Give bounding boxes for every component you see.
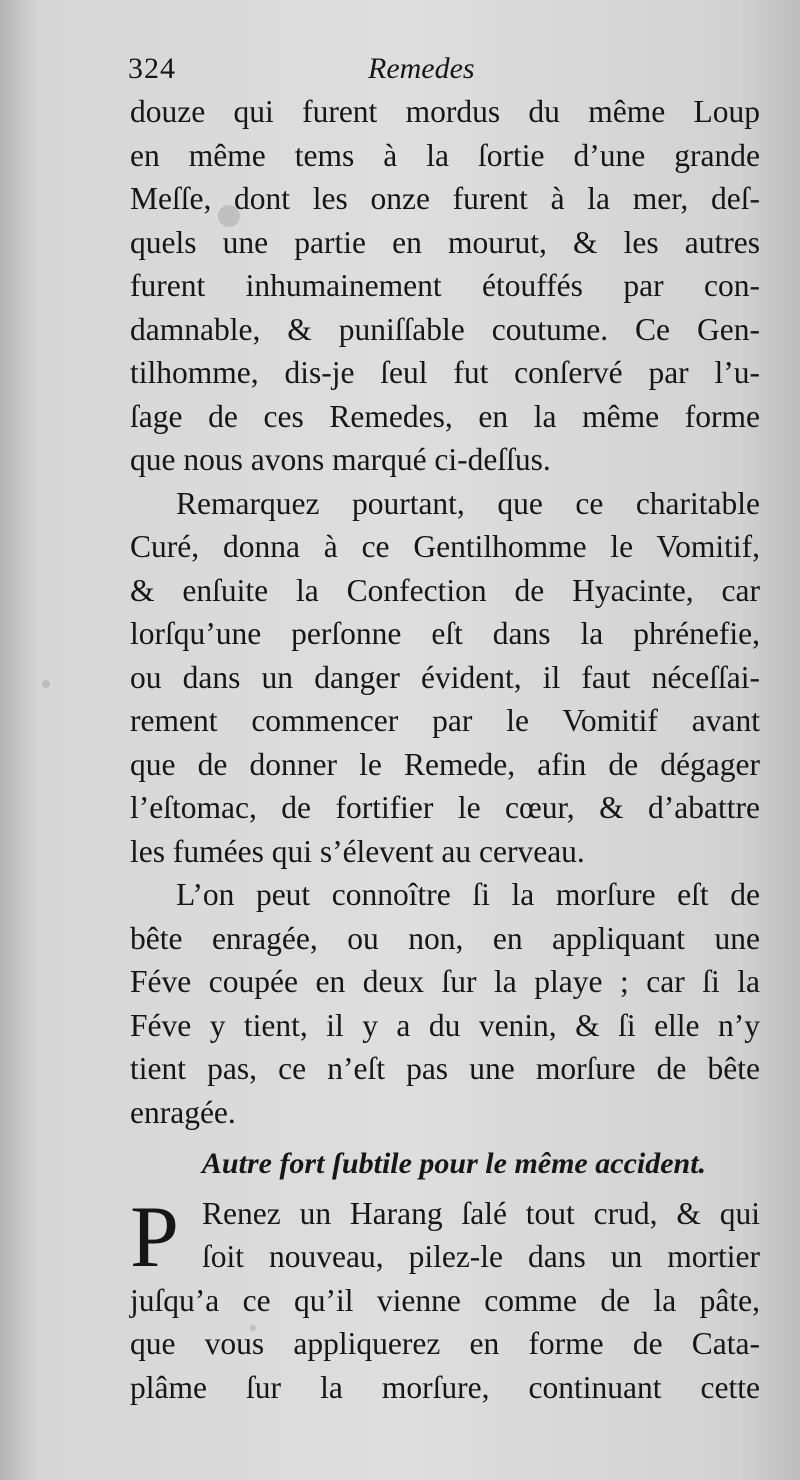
text-line: Féve coupée en deux ſur la playe ; car ſi la	[130, 964, 760, 999]
text-line: rement commencer par le Vomitif avant	[130, 703, 760, 738]
text-line: tilhomme, dis-je ſeul fut conſervé par l’u-	[130, 355, 760, 390]
text-line: ſoit nouveau, pilez-le dans un mortier	[202, 1239, 760, 1274]
text-line: ou dans un danger évident, il faut néceſſai-	[130, 659, 760, 695]
text-line: que nous avons marqué ci-deſſus.	[130, 442, 551, 477]
text-line: Meſſe, dont les onze furent à la mer, deſ-	[130, 181, 760, 216]
text-line: bête enragée, ou non, en appliquant une	[130, 920, 760, 956]
text-line: les fumées qui s’élevent au cerveau.	[130, 833, 585, 869]
page-number: 324	[128, 52, 176, 85]
text-line: & enſuite la Confection de Hyacinte, car	[130, 572, 760, 608]
text-line: que vous appliquerez en forme de Cata-	[130, 1326, 760, 1361]
text-line: quels une partie en mourut, & les autres	[130, 224, 760, 260]
text-line: L’on peut connoître ſi la morſure eſt de	[176, 877, 760, 912]
page-header	[128, 52, 748, 92]
text-line: Remarquez pourtant, que ce charitable	[176, 485, 760, 521]
text-line: tient pas, ce n’eſt pas une morſure de bête	[130, 1051, 760, 1086]
text-line: plâme ſur la morſure, continuant cette	[130, 1369, 760, 1405]
dropcap-paragraph	[130, 1188, 760, 1410]
text-line: damnable, & puniſſable coutume. Ce Gen-	[130, 311, 760, 347]
text-line: l’eſtomac, de fortifier le cœur, & d’abattre	[130, 790, 760, 825]
text-line: que de donner le Remede, afin de dégager	[130, 746, 760, 782]
text-line: Féve y tient, il y a du venin, & ſi elle n’y	[130, 1007, 760, 1043]
text-line: douze qui furent mordus du même Loup	[130, 94, 760, 129]
text-line: lorſqu’une perſonne eſt dans la phrénefie,	[130, 616, 760, 651]
section-heading: Autre fort ſubtile pour le même accident.	[201, 1147, 707, 1180]
text-line: Curé, donna à ce Gentilhomme le Vomitif,	[130, 529, 760, 564]
ink-smudge	[42, 680, 50, 688]
text-line: furent inhumainement étouffés par con-	[130, 268, 760, 303]
text-line: enragée.	[130, 1094, 236, 1130]
text-line: ſage de ces Remedes, en la même forme	[130, 398, 760, 434]
drop-cap: P	[130, 1188, 179, 1286]
text-line: juſqu’a ce qu’il vienne comme de la pâte,	[130, 1282, 760, 1318]
text-line: en même tems à la ſortie d’une grande	[130, 137, 760, 173]
body-text	[130, 90, 760, 1409]
running-title: Remedes	[368, 52, 475, 85]
text-line: Renez un Harang ſalé tout crud, & qui	[202, 1195, 760, 1231]
